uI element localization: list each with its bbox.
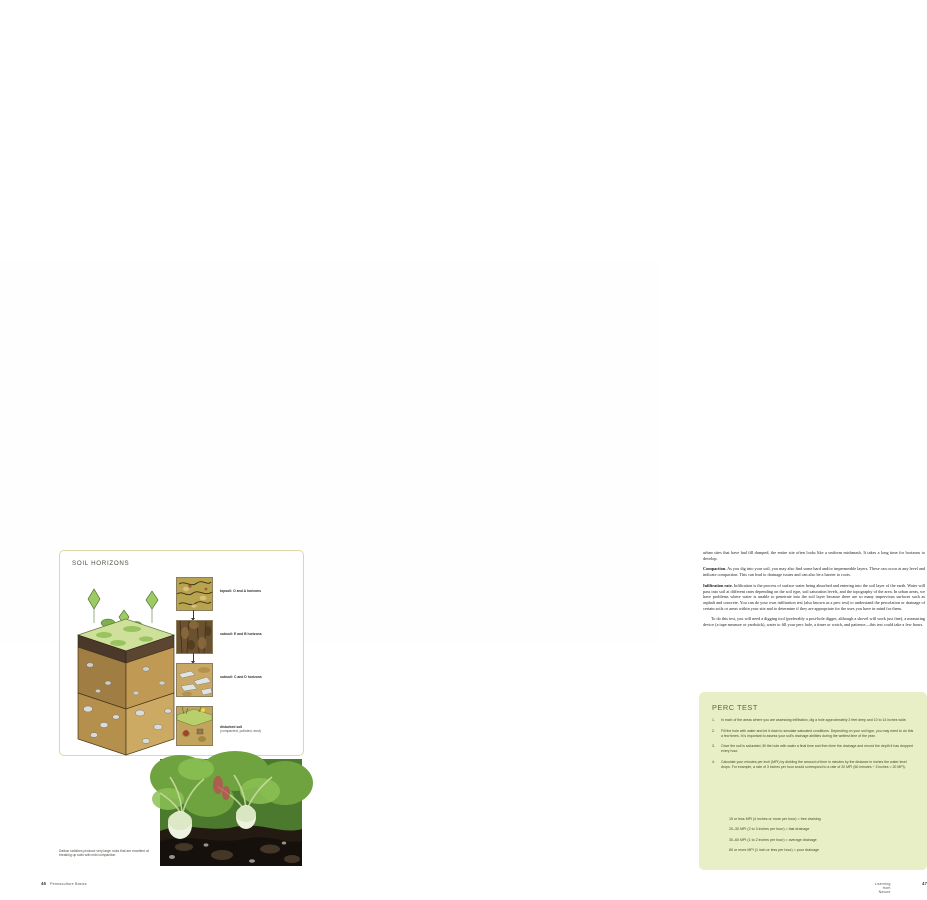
soil-column-illustration	[74, 573, 178, 749]
perc-test-title: PERC TEST	[712, 703, 758, 712]
photo-caption: Daikon radishes produce very large roots that are excellent at breaking up soils with mild compaction.	[59, 849, 149, 858]
perc-rate-line: 30–60 MPI (1 to 2 inches per hour) = average drainage	[729, 837, 817, 842]
body-text-column	[703, 550, 925, 633]
perc-test-callout-box	[699, 692, 927, 870]
running-head-left: Permaculture Basics	[50, 882, 87, 886]
figure-title: SOIL HORIZONS	[72, 560, 130, 567]
horizon-label-1: topsoil: O and A horizons	[220, 589, 261, 593]
perc-step-number: 4.	[712, 759, 715, 764]
perc-rate-line: 20–30 MPI (2 to 3 inches per hour) = fast drainage	[729, 827, 810, 832]
perc-step-text: In each of the areas where you are assessing infiltration, dig a hole approximately 2 feet deep and 10 to 14 inches wide.	[721, 718, 907, 722]
page-number-left: 46	[41, 881, 46, 886]
perc-step-text: Calculate your minutes per inch (MPI) by dividing the amount of time in minutes by the distance in inches the water level drops. For example, a rate of 3 inches per hour would correspond to a rate of 20 MPI (60 minutes ÷ 3 inches = 20 MPI).	[721, 759, 907, 769]
perc-test-steps	[712, 718, 916, 775]
runin-compaction: Compaction.	[703, 566, 727, 572]
perc-step-text: Fill the hole with water and let it drain to simulate saturated conditions. Depending on your soil type, you may need to do this a few times. It is important to assess your soil's drainage abilities during the wettest time of the year.	[721, 728, 914, 738]
left-page	[0, 262, 330, 886]
perc-step-number: 1.	[712, 718, 715, 722]
subsoil-cd-swatch	[176, 663, 213, 697]
perc-step	[712, 760, 916, 770]
horizon-row-1	[176, 577, 296, 620]
perc-rate-line: 15 or less MPI (4 inches or more per hour) = free draining	[729, 817, 821, 821]
horizon-label-2: subsoil: E and B horizons	[220, 632, 262, 636]
horizon-label-3: subsoil: C and D horizons	[220, 675, 262, 679]
perc-step	[712, 744, 916, 754]
perc-step-number: 3.	[712, 744, 715, 748]
horizon-swatch-list	[176, 577, 296, 749]
horizon-row-4	[176, 706, 296, 749]
perc-test-rate-key	[729, 817, 919, 859]
horizon-row-3	[176, 663, 296, 706]
paragraph-continued: urban sites that have had fill dumped, the entire site often looks like a uniform mishmash. It takes a long time for horizons to develop.	[703, 550, 925, 561]
perc-step	[712, 718, 916, 723]
runin-infiltration-rate: Infiltration rate.	[703, 582, 733, 588]
disturbed-soil-swatch	[176, 706, 213, 746]
perc-step-number: 2.	[712, 728, 715, 733]
page-number-right: 47	[922, 881, 927, 886]
horizon-label-4: disturbed soil (compacted, polluted, dust)	[220, 725, 261, 734]
paragraph-test-tools: To do this test, you will need a digging tool (preferably a post-hole digger, although a shovel will work just fine), a measuring device (a tape measure or yardstick), water to fill your perc hole, a timer or watch, and patience—this test could take a few hours.	[703, 616, 925, 628]
topsoil-swatch	[176, 577, 213, 611]
subsoil-eb-swatch	[176, 620, 213, 654]
perc-step	[712, 729, 916, 739]
paragraph-compaction: Compaction. As you dig into your soil, you may also find some hard and/or impermeable layers. These can occur at any level and indicate compaction. This can lead to drainage issues and can also be a barrier to roots.	[703, 566, 925, 578]
horizon-row-2	[176, 620, 296, 663]
daikon-radish-photograph	[160, 759, 302, 866]
perc-rate-line: 60 or more MPI (1 inch or less per hour) = poor drainage	[729, 848, 819, 853]
soil-horizons-figure	[59, 550, 304, 756]
right-page	[330, 262, 927, 894]
perc-step-text: Once the soil is saturated, fill the hole with water a final time and then time the drainage and record the depth it has dropped every hour.	[721, 744, 913, 753]
paragraph-infiltration-rate: Infiltration rate. Infiltration is the process of surface water being absorbed and entering into the soil layer of the earth. Water will pass into soil at different rates depending on the soil type, soil saturation levels, and the topography of the area. In urban areas, we have problems where water is unable to penetrate into the soil layer because there are so many impervious surfaces such as asphalt and concrete. You can do your own infiltration test (also known as a perc test) to understand the percolation or drainage of certain soils or areas within your site and to determine if they are appropriate for the uses you have in mind for them.	[703, 582, 925, 611]
running-head-right: Learning from Nature	[875, 882, 891, 894]
